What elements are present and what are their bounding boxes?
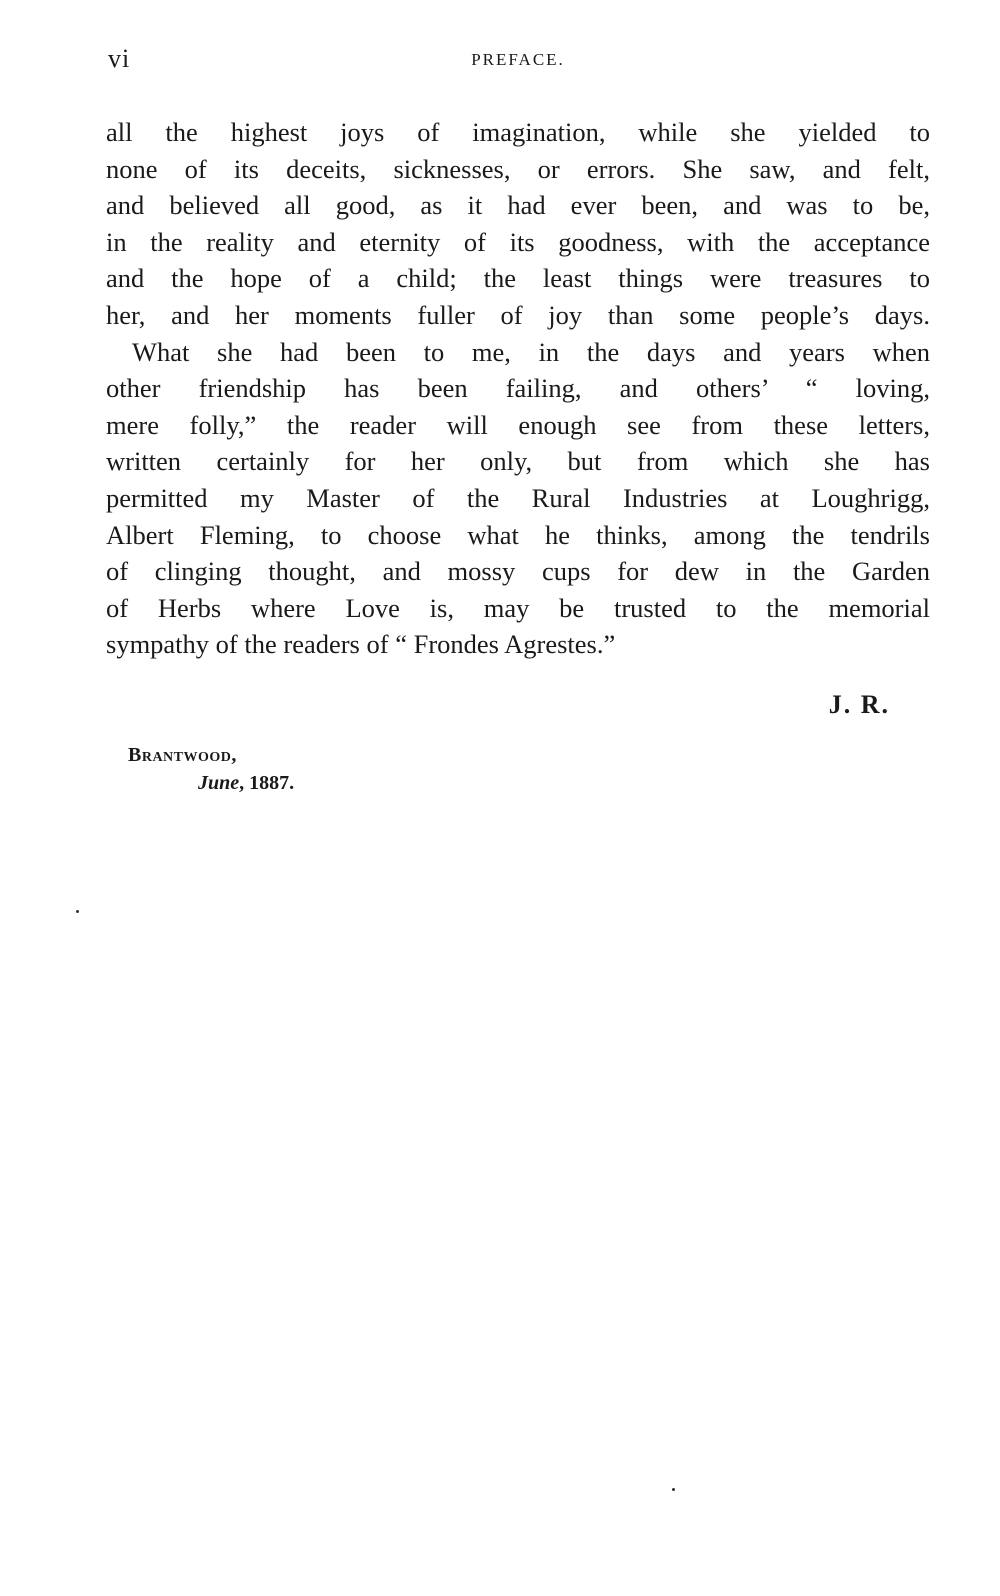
- running-head: PREFACE.: [471, 50, 565, 69]
- paragraph-2: [106, 334, 930, 663]
- text-line: in the reality and eternity of its goodness, with the acceptance: [106, 226, 930, 257]
- text-line: her, and her moments fuller of joy than some people’s days.: [106, 299, 930, 330]
- text-line: What she had been to me, in the days and years when: [132, 336, 930, 367]
- text-line: sympathy of the readers of “ Frondes Agrestes.”: [106, 629, 616, 660]
- body-text: [106, 114, 930, 663]
- text-line: mere folly,” the reader will enough see from these letters,: [106, 409, 930, 440]
- text-line: permitted my Master of the Rural Industries at Loughrigg,: [106, 482, 930, 513]
- author-initials: J. R.: [828, 690, 890, 719]
- text-line: none of its deceits, sicknesses, or errors. She saw, and felt,: [106, 153, 930, 184]
- text-line: and believed all good, as it had ever been, and was to be,: [106, 190, 930, 221]
- text-line: of Herbs where Love is, may be trusted to the memorial: [106, 592, 930, 623]
- page-number: vi: [108, 44, 131, 73]
- text-line: of clinging thought, and mossy cups for dew in the Garden: [106, 556, 930, 587]
- scan-speck: [672, 1488, 675, 1491]
- paragraph-1: [106, 114, 930, 334]
- text-line: and the hope of a child; the least things were treasures to: [106, 263, 930, 294]
- text-line: other friendship has been failing, and others’ “ loving,: [106, 373, 930, 404]
- text-line: all the highest joys of imagination, while she yielded to: [106, 117, 930, 147]
- place-name: Brantwood,: [128, 744, 237, 766]
- date-year: , 1887.: [239, 772, 295, 794]
- scan-speck: [76, 910, 79, 913]
- date-line: [198, 772, 294, 795]
- text-line: written certainly for her only, but from which she has: [106, 446, 930, 477]
- date-month: June: [198, 772, 240, 794]
- text-line: Albert Fleming, to choose what he thinks, among the tendrils: [106, 519, 930, 550]
